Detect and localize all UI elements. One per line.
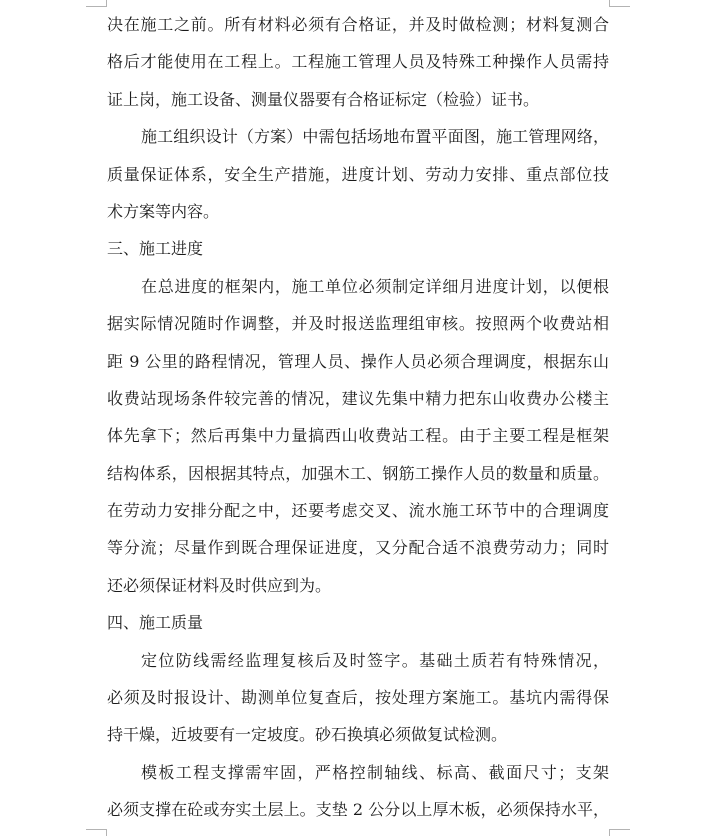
crop-mark-top-right-vertical <box>609 0 610 7</box>
text-line: 格后才能使用在工程上。工程施工管理人员及特殊工种操作人员需持 <box>107 52 609 72</box>
text-line: 必须及时报设计、勘测单位复查后，按处理方案施工。基坑内需得保 <box>107 688 609 708</box>
crop-mark-top-right-horizontal <box>610 6 630 7</box>
crop-mark-bottom-right-horizontal <box>610 829 630 830</box>
text-line: 定位防线需经监理复核后及时签字。基础土质若有特殊情况， <box>141 650 609 670</box>
text-line: 决在施工之前。所有材料必须有合格证，并及时做检测；材料复测合 <box>107 15 609 34</box>
crop-mark-bottom-left-vertical <box>106 829 107 836</box>
crop-mark-bottom-left-horizontal <box>86 829 106 830</box>
text-line: 质量保证体系，安全生产措施，进度计划、劳动力安排、重点部位技 <box>107 164 609 184</box>
text-line: 模板工程支撑需牢固，严格控制轴线、标高、截面尺寸；支架 <box>141 762 609 782</box>
text-line: 持干燥，近坡要有一定坡度。砂石换填必须做复试检测。 <box>107 725 508 745</box>
text-line: 术方案等内容。 <box>107 201 220 221</box>
document-body <box>107 6 609 829</box>
crop-mark-bottom-right-vertical <box>609 829 610 836</box>
crop-mark-top-left-horizontal <box>86 6 106 7</box>
text-line: 必须支撑在砼或夯实土层上。支垫 2 公分以上厚木板，必须保持水平， <box>107 800 609 820</box>
text-line: 证上岗，施工设备、测量仪器要有合格证标定（检验）证书。 <box>107 89 540 109</box>
section-heading: 三、施工进度 <box>107 239 204 259</box>
text-line: 在总进度的框架内，施工单位必须制定详细月进度计划，以便根 <box>141 276 609 296</box>
text-line: 等分流；尽量作到既合理保证进度，又分配合适不浪费劳动力；同时 <box>107 538 609 558</box>
text-line: 结构体系，因根据其特点，加强木工、钢筋工操作人员的数量和质量。 <box>107 463 609 483</box>
text-line: 收费站现场条件较完善的情况，建议先集中精力把东山收费办公楼主 <box>107 388 609 408</box>
section-heading: 四、施工质量 <box>107 613 204 633</box>
text-line: 据实际情况随时作调整，并及时报送监理组审核。按照两个收费站相 <box>107 314 609 334</box>
text-line: 距 9 公里的路程情况，管理人员、操作人员必须合理调度，根据东山 <box>107 351 609 371</box>
text-line: 在劳动力安排分配之中，还要考虑交叉、流水施工环节中的合理调度 <box>107 501 609 521</box>
text-line: 施工组织设计（方案）中需包括场地布置平面图，施工管理网络， <box>141 127 609 147</box>
text-line: 体先拿下；然后再集中力量搞西山收费站工程。由于主要工程是框架 <box>107 426 609 446</box>
text-line: 还必须保证材料及时供应到为。 <box>107 575 332 595</box>
